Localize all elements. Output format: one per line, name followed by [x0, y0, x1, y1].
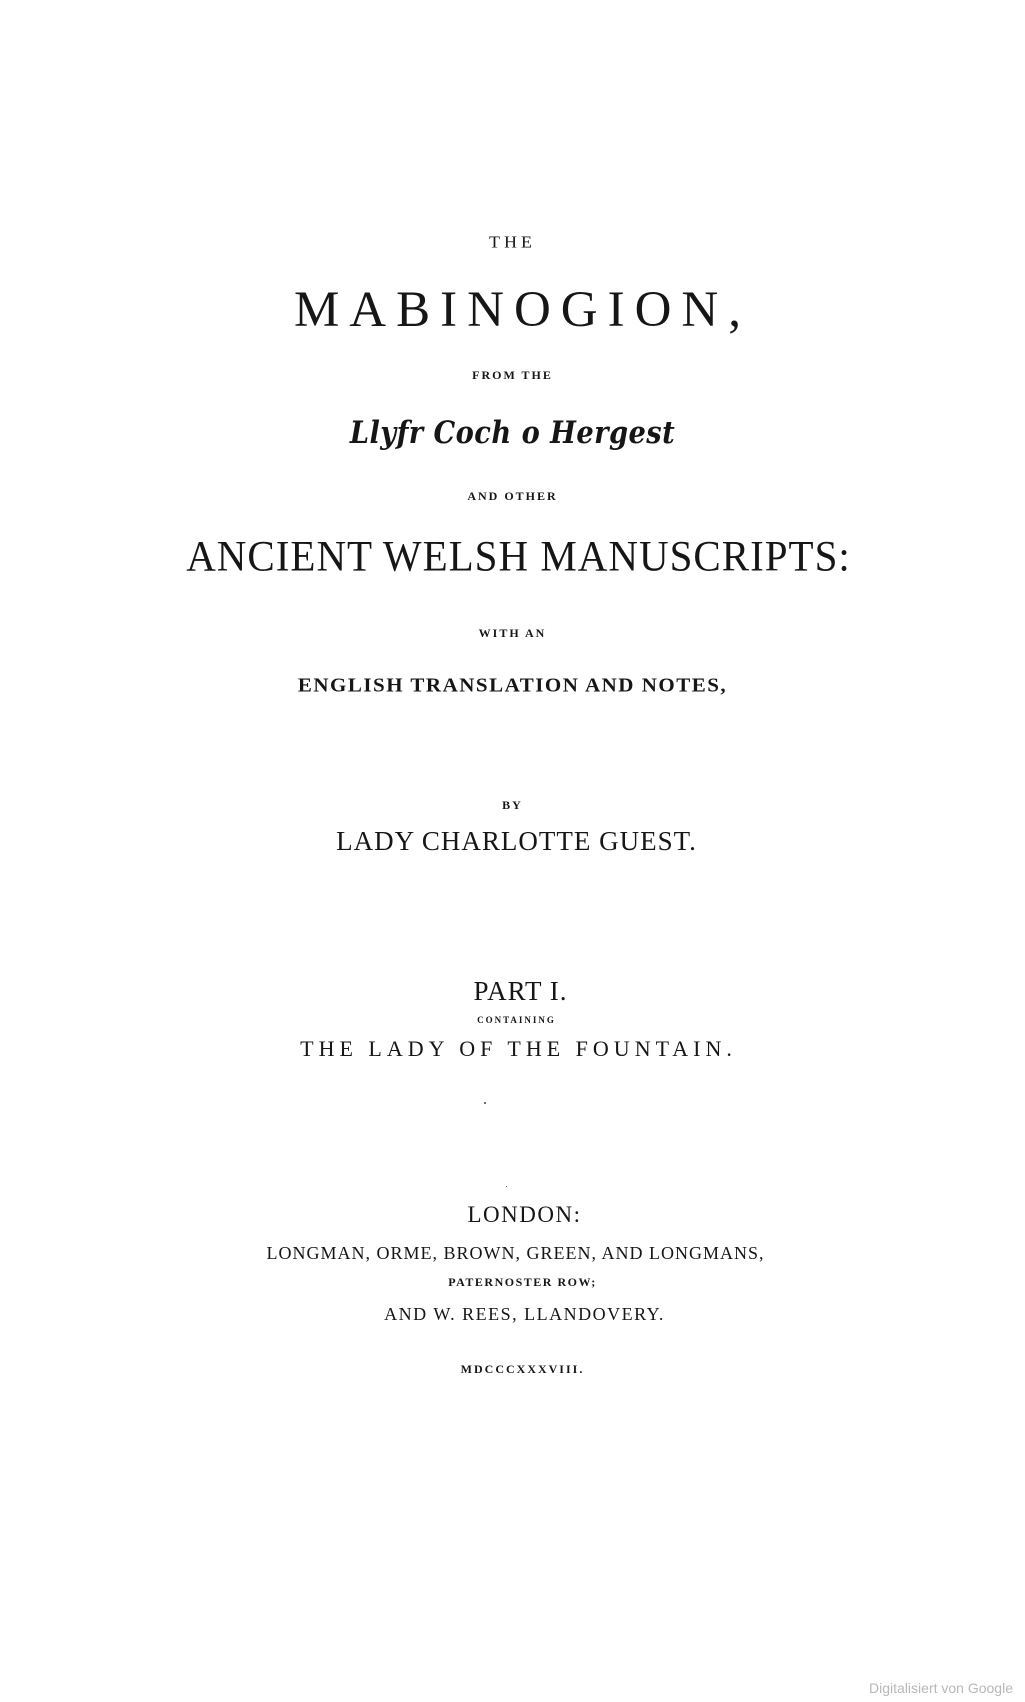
- book-title: MABINOGION,: [293, 282, 752, 338]
- translation-line: ENGLISH TRANSLATION AND NOTES,: [297, 673, 728, 697]
- source-manuscript-title: Llyfr Coch o Hergest: [349, 415, 676, 451]
- and-other-label: AND OTHER: [467, 489, 558, 503]
- imprint-publisher: LONGMAN, ORME, BROWN, GREEN, AND LONGMANS,: [266, 1243, 765, 1263]
- part-number: PART I.: [473, 976, 568, 1006]
- article-the: THE: [489, 232, 536, 252]
- with-an-label: WITH AN: [478, 626, 547, 640]
- by-label: BY: [502, 798, 523, 812]
- imprint-street: PATERNOSTER ROW;: [448, 1275, 597, 1289]
- containing-label: CONTAINING: [477, 1015, 556, 1025]
- print-speck: [506, 1186, 507, 1187]
- imprint-city: LONDON:: [467, 1202, 582, 1227]
- tale-title: THE LADY OF THE FOUNTAIN.: [300, 1036, 737, 1061]
- print-speck: [484, 1102, 486, 1104]
- imprint-co-publisher: AND W. REES, LLANDOVERY.: [384, 1304, 665, 1324]
- imprint-date: MDCCCXXXVIII.: [460, 1362, 585, 1376]
- book-subtitle: ANCIENT WELSH MANUSCRIPTS:: [186, 531, 851, 581]
- author-name: LADY CHARLOTTE GUEST.: [336, 826, 697, 856]
- digitization-watermark: Digitalisiert von Google: [869, 1680, 1013, 1696]
- from-the-label: FROM THE: [472, 368, 553, 382]
